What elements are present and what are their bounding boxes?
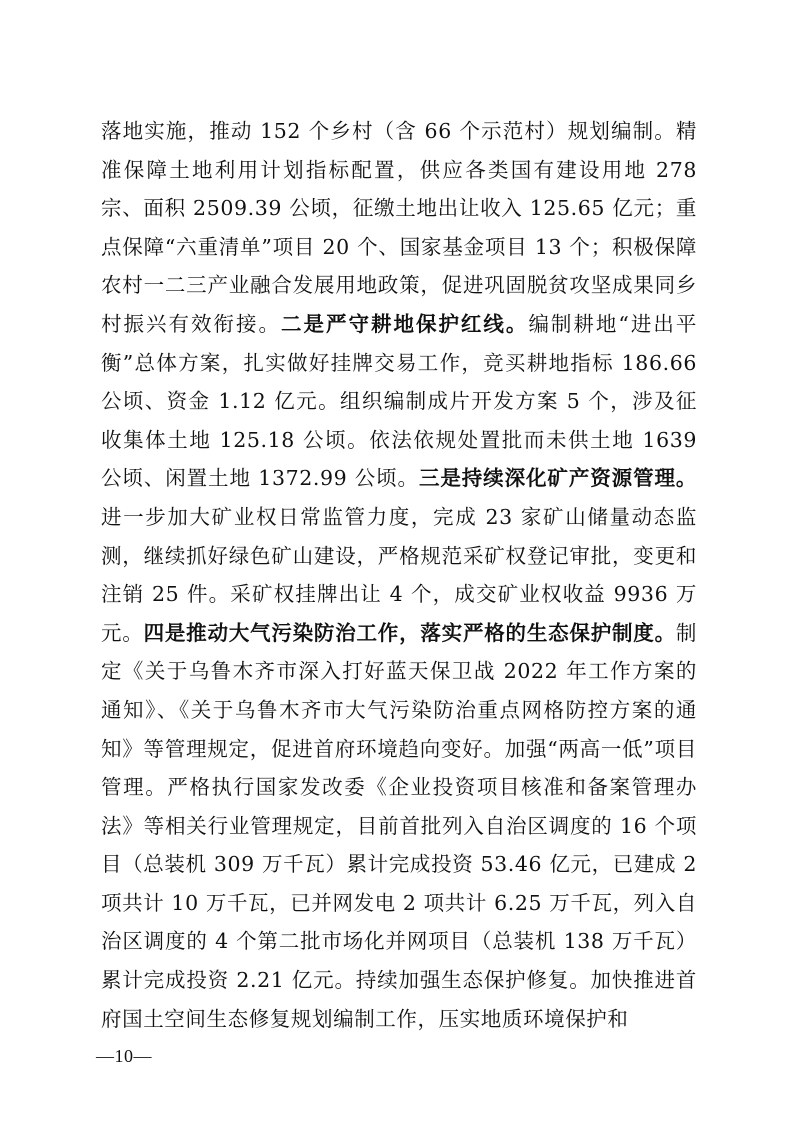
text-segment-3: 编制耕地“进出平衡”总体方案，扎实做好挂牌交易工作，竞买耕地指标 186.66 公顷、资金 1.12 亿元。组织编制成片开发方案 5 个，涉及征收集体土地 125.18 公顷。依法依规处置批而未供土地 1639 公顷、闲置土地 1372.99 公顷。 — [101, 311, 697, 491]
heading-segment-3: 三是持续深化矿产资源管理。 — [418, 466, 697, 491]
text-segment-4: 进一步加大矿业权日常监管力度，完成 23 家矿山储量动态监测，继续抓好绿色矿山建设，严格规范采矿权登记审批，变更和注销 25 件。采矿权挂牌出让 4 个，成交矿业权收益 9936 万元。 — [101, 504, 697, 645]
body-paragraph — [101, 112, 697, 1038]
text-segment-1: 落地实施，推动 152 个乡村（含 66 个示范村）规划编制。精准保障土地利用计划指标配置，供应各类国有建设用地 278 宗、面积 2509.39 公顷，征缴土地出让收入 125.65 亿元；重点保障“六重清单”项目 20 个、国家基金项目 13 个；积极保障农村一二三产业融合发展用地政策，促进巩固脱贫攻坚成果同乡村振兴有效衔接。 — [101, 119, 697, 336]
page-number: —10— — [96, 1046, 152, 1066]
heading-segment-2: 二是严守耕地保护红线。 — [280, 311, 529, 336]
text-segment-5: 制定《关于乌鲁木齐市深入打好蓝天保卫战 2022 年工作方案的通知》、《关于乌鲁木齐市大气污染防治重点网格防控方案的通知》等管理规定，促进首府环境趋向变好。加强“两高一低”项目管理。严格执行国家发改委《企业投资项目核准和备案管理办法》等相关行业管理规定，目前首批列入自治区调度的 16 个项目（总装机 309 万千瓦）累计完成投资 53.46 亿元，已建成 2 项共计 10 万千瓦，已并网发电 2 项共计 6.25 万千瓦，列入自治区调度的 4 个第二批市场化并网项目（总装机 138 万千瓦）累计完成投资 2.21 亿元。持续加强生态保护修复。加快推进首府国土空间生态修复规划编制工作，压实地质环境保护和 — [101, 620, 698, 1031]
heading-segment-4: 四是推动大气污染防治工作，落实严格的生态保护制度。 — [143, 620, 676, 645]
